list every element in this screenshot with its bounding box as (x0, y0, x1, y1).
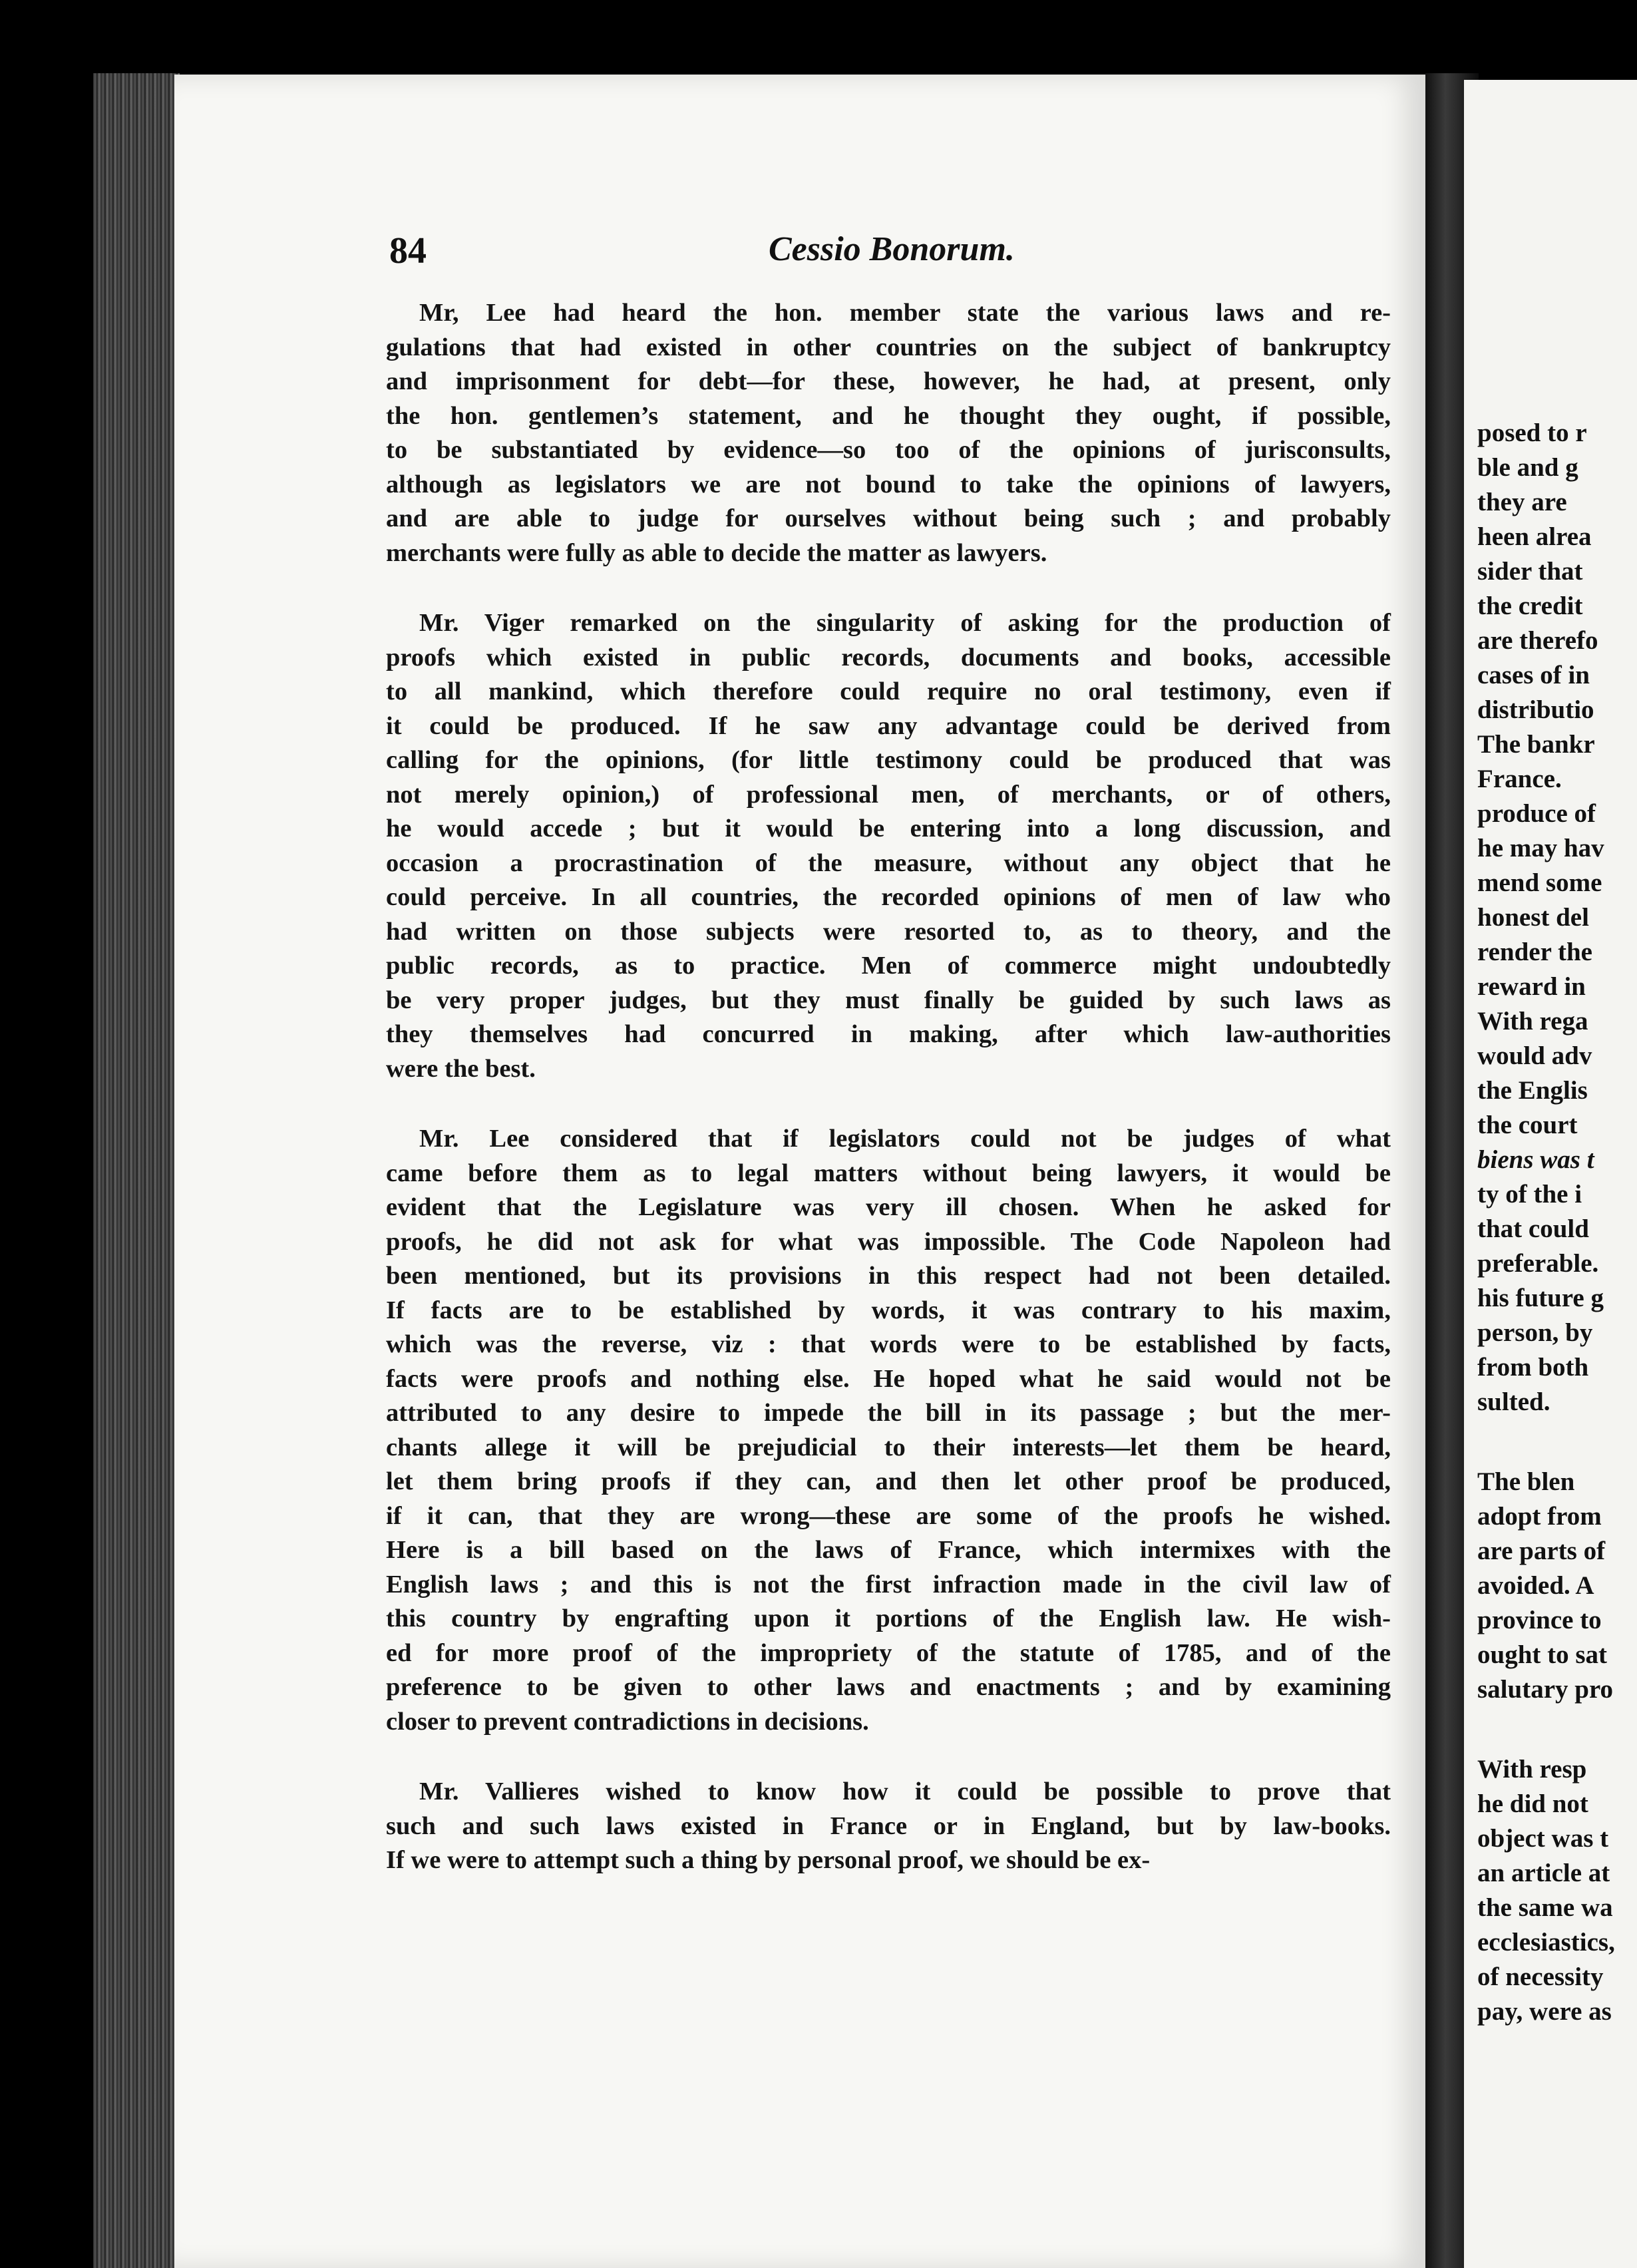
text-line: merchants were fully as able to decide the matter as lawyers. (386, 538, 1047, 567)
text-line: came before them as to legal matters without being lawyers, it would be (386, 1159, 1391, 1187)
paragraph (386, 1775, 1391, 1878)
text-line: preference to be given to other laws and enactments ; and by examining (386, 1673, 1391, 1701)
text-line: English laws ; and this is not the first infraction made in the civil law of (386, 1570, 1391, 1599)
facing-text-line: object was t (1477, 1824, 1609, 1853)
paragraph (386, 296, 1391, 570)
text-line: attributed to any desire to impede the bill in its passage ; but the mer- (386, 1399, 1391, 1427)
facing-text-line: reward in (1477, 972, 1586, 1001)
facing-text-line: of necessity (1477, 1963, 1604, 1991)
text-line: evident that the Legislature was very ill chosen. When he asked for (386, 1193, 1391, 1221)
facing-text-line: the Englis (1477, 1076, 1588, 1105)
facing-text-line: sulted. (1477, 1388, 1550, 1416)
facing-text-line: posed to r (1477, 419, 1587, 447)
facing-text-line: he may hav (1477, 834, 1604, 862)
text-line: If we were to attempt such a thing by personal proof, we should be ex- (386, 1846, 1151, 1874)
body-text (386, 296, 1391, 1914)
text-line: Here is a bill based on the laws of France, which intermixes with the (386, 1536, 1391, 1564)
facing-page (1464, 80, 1637, 2268)
facing-page-text (1477, 416, 1637, 2029)
facing-text-line: an article at (1477, 1859, 1610, 1887)
text-line: been mentioned, but its provisions in this respect had not been detailed. (386, 1262, 1391, 1290)
facing-text-line: the credit (1477, 592, 1583, 620)
facing-text-line: would adv (1477, 1041, 1592, 1070)
facing-text-line: ought to sat (1477, 1640, 1608, 1669)
text-line: not merely opinion,) of professional men, of merchants, or of others, (386, 780, 1391, 809)
facing-text-line: person, by (1477, 1318, 1593, 1347)
text-line: If facts are to be established by words, it was contrary to his maxim, (386, 1296, 1391, 1324)
text-line: proofs which existed in public records, documents and books, accessible (386, 643, 1391, 671)
facing-text-line: avoided. A (1477, 1571, 1594, 1600)
text-line: gulations that had existed in other countries on the subject of bankruptcy (386, 333, 1391, 361)
text-line: Mr. Viger remarked on the singularity of asking for the production of (419, 609, 1391, 637)
page-number: 84 (389, 230, 427, 272)
facing-text-line: produce of (1477, 799, 1596, 828)
facing-text-line: render the (1477, 938, 1592, 966)
facing-text-line: are parts of (1477, 1537, 1606, 1565)
facing-text-line: sider that (1477, 557, 1583, 586)
paragraph (386, 1122, 1391, 1739)
text-line: such and such laws existed in France or in England, but by law-books. (386, 1811, 1391, 1840)
facing-text-line: distributio (1477, 695, 1594, 724)
facing-text-line: ty of the i (1477, 1180, 1582, 1209)
text-line: they themselves had concurred in making, after which law-authorities (386, 1020, 1391, 1048)
facing-text-line: pay, were as (1477, 1997, 1612, 2026)
text-line: the hon. gentlemen’s statement, and he thought they ought, if possible, (386, 401, 1391, 430)
facing-text-line: adopt from (1477, 1502, 1602, 1531)
text-line: although as legislators we are not bound to take the opinions of lawyers, (386, 470, 1391, 498)
text-line: Mr. Vallieres wished to know how it could be possible to prove that (419, 1778, 1391, 1805)
text-line: closer to prevent contradictions in decisions. (386, 1707, 869, 1736)
page-edges (93, 73, 180, 2268)
facing-text-line: With resp (1477, 1755, 1587, 1784)
text-line: to be substantiated by evidence—so too of the opinions of jurisconsults, (386, 436, 1391, 464)
text-line: be very proper judges, but they must finally be guided by such laws as (386, 986, 1391, 1014)
facing-text-line: heen alrea (1477, 522, 1592, 551)
facing-text-line: honest del (1477, 903, 1589, 932)
text-line: had written on those subjects were resorted to, as to theory, and the (386, 917, 1391, 946)
paragraph (386, 606, 1391, 1086)
text-line: if it can, that they are wrong—these are some of the proofs he wished. (386, 1501, 1391, 1530)
facing-text-line: With rega (1477, 1007, 1588, 1036)
text-line: occasion a procrastination of the measure, without any object that he (386, 849, 1391, 877)
facing-text-line: province to (1477, 1606, 1602, 1634)
text-line: chants allege it will be prejudicial to their interests—let them be heard, (386, 1433, 1391, 1461)
text-line: and imprisonment for debt—for these, however, he had, at present, only (386, 367, 1391, 395)
facing-text-line: are therefo (1477, 626, 1598, 655)
facing-text-line: ecclesiastics, (1477, 1928, 1615, 1957)
text-line: it could be produced. If he saw any advantage could be derived from (386, 711, 1391, 740)
facing-text-line: cases of in (1477, 661, 1590, 689)
facing-text-line: that could (1477, 1215, 1589, 1243)
facing-text-line: salutary pro (1477, 1675, 1614, 1704)
facing-text-line: from both (1477, 1353, 1589, 1382)
facing-text-line: The blen (1477, 1467, 1575, 1496)
page-header (389, 230, 1387, 276)
text-line: public records, as to practice. Men of commerce might undoubtedly (386, 952, 1391, 980)
text-line: facts were proofs and nothing else. He hoped what he said would not be (386, 1364, 1391, 1393)
text-line: Mr, Lee had heard the hon. member state the various laws and re- (419, 299, 1391, 327)
facing-text-line: he did not (1477, 1790, 1588, 1818)
text-line: proofs, he did not ask for what was impossible. The Code Napoleon had (386, 1227, 1391, 1256)
text-line: calling for the opinions, (for little testimony could be produced that was (386, 746, 1391, 774)
text-line: could perceive. In all countries, the recorded opinions of men of law who (386, 883, 1391, 911)
facing-text-line: France. (1477, 765, 1562, 793)
text-line: this country by engrafting upon it portions of the English law. He wish- (386, 1605, 1391, 1632)
text-line: let them bring proofs if they can, and then let other proof be produced, (386, 1467, 1391, 1495)
facing-text-line: the same wa (1477, 1893, 1613, 1922)
text-line: ed for more proof of the impropriety of the statute of 1785, and of the (386, 1638, 1391, 1667)
text-line: were the best. (386, 1054, 536, 1083)
facing-text-line: mend some (1477, 868, 1602, 897)
facing-text-line: preferable. (1477, 1249, 1599, 1278)
facing-text-line: ble and g (1477, 453, 1578, 482)
text-line: to all mankind, which therefore could require no oral testimony, even if (386, 677, 1391, 705)
text-line: he would accede ; but it would be entering into a long discussion, and (386, 815, 1391, 843)
facing-text-line: the court (1477, 1111, 1578, 1139)
text-line: which was the reverse, viz : that words were to be established by facts, (386, 1330, 1391, 1358)
facing-text-line: they are (1477, 488, 1567, 516)
facing-text-line: The bankr (1477, 730, 1595, 759)
running-title: Cessio Bonorum. (769, 230, 1015, 268)
facing-text-line: his future g (1477, 1284, 1604, 1312)
text-line: Mr. Lee considered that if legislators could not be judges of what (419, 1125, 1391, 1153)
text-line: and are able to judge for ourselves without being such ; and probably (386, 504, 1391, 532)
facing-text-line: biens was t (1477, 1145, 1594, 1174)
